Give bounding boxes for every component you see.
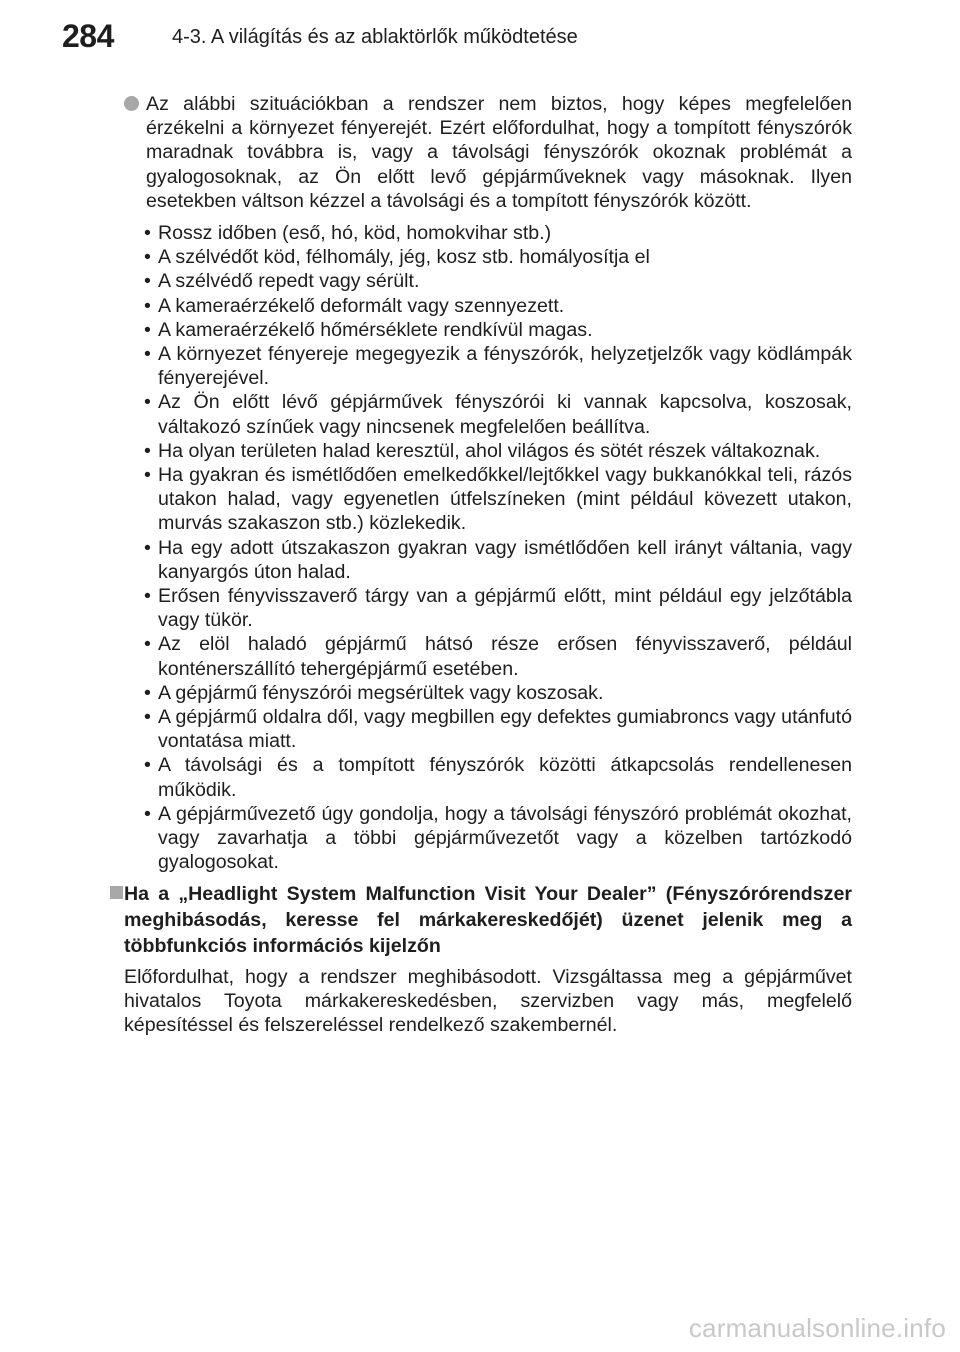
list-item [124, 802, 852, 875]
list-item-text: Az elöl haladó gépjármű hátsó része erősen fényvisszaverő, például konténerszállító tehergépjármű esetében. [158, 633, 852, 680]
list-item-text: A szélvédőt köd, félhomály, jég, kosz stb. homályosítja el [158, 246, 650, 269]
intro-paragraph [124, 92, 852, 213]
list-item [124, 681, 852, 705]
watermark: carmanualsonline.info [688, 1313, 946, 1343]
list-item [124, 584, 852, 632]
list-item [124, 705, 852, 753]
page-header [62, 12, 902, 62]
bullet-dot: • [144, 246, 151, 269]
circle-bullet-icon [124, 96, 139, 111]
list-item [124, 269, 852, 293]
list-item-text: Ha gyakran és ismétlődően emelkedőkkel/lejtőkkel vagy bukkanókkal teli, rázós utakon halad, vagy egyenetlen útfelszíneken (mint például kövezett utakon, murvás szakaszon stb.) közlekedik. [158, 464, 852, 535]
list-item-text: A távolsági és a tompított fényszórók közötti átkapcsolás rendellenesen működik. [158, 754, 852, 801]
bullet-dot: • [144, 270, 151, 293]
list-item-text: A gépjármű oldalra dől, vagy megbillen egy defektes gumiabroncs vagy utánfutó vontatása miatt. [158, 706, 852, 753]
intro-text: Az alábbi szituációkban a rendszer nem biztos, hogy képes megfelelően érzékelni a környezet fényerejét. Ezért előfordulhat, hogy a tompított fényszórók maradnak továbbra is, vagy a távolsági fényszórók okoznak problémát a gyalogosoknak, az Ön előtt levő gépjárműveknek vagy másoknak. Ilyen esetekben váltson kézzel a távolsági és a tompított fényszórók között. [146, 93, 852, 212]
page-content [124, 92, 852, 1057]
list-item-text: A gépjárművezető úgy gondolja, hogy a távolsági fényszóró problémát okozhat, vagy zavarhatja a többi gépjárművezetőt vagy a közelben tartózkodó gyalogosokat. [158, 802, 852, 874]
bullet-dot: • [144, 585, 151, 608]
list-item [124, 294, 852, 318]
condition-list [124, 221, 852, 874]
bullet-dot: • [144, 536, 151, 559]
section-heading [124, 881, 852, 959]
bullet-dot: • [144, 802, 151, 825]
list-item [124, 245, 852, 269]
list-item [124, 390, 852, 438]
bullet-dot: • [144, 706, 151, 729]
bullet-dot: • [144, 439, 151, 462]
list-item [124, 439, 852, 463]
list-item-text: A kameraérzékelő deformált vagy szennyezett. [158, 294, 565, 317]
bullet-dot: • [144, 464, 151, 487]
list-item [124, 632, 852, 680]
section-title: 4-3. A világítás és az ablaktörlők működtetése [172, 26, 578, 48]
list-item-text: Erősen fényvisszaverő tárgy van a gépjármű előtt, mint például egy jelzőtábla vagy tükör. [158, 585, 852, 632]
bullet-dot: • [144, 681, 151, 704]
bullet-dot: • [144, 391, 151, 414]
square-bullet-icon [110, 886, 123, 899]
list-item-text: A szélvédő repedt vagy sérült. [158, 270, 420, 293]
list-item-text: Az Ön előtt lévő gépjárművek fényszórói ki vannak kapcsolva, koszosak, váltakozó színűek vagy nincsenek megfelelően beállítva. [158, 391, 852, 438]
list-item [124, 342, 852, 390]
list-item-text: Rossz időben (eső, hó, köd, homokvihar stb.) [158, 222, 552, 245]
bullet-dot: • [144, 222, 151, 245]
bullet-dot: • [144, 633, 151, 656]
list-item [124, 318, 852, 342]
list-item [124, 753, 852, 801]
bullet-dot: • [144, 754, 151, 777]
page-number: 284 [62, 18, 114, 54]
list-item [124, 463, 852, 536]
list-item-text: A gépjármű fényszórói megsérültek vagy koszosak. [158, 681, 604, 704]
bullet-dot: • [144, 343, 151, 366]
list-item [124, 221, 852, 245]
bullet-dot: • [144, 318, 151, 341]
list-item-text: Ha egy adott útszakaszon gyakran vagy ismétlődően kell irányt váltania, vagy kanyargós úton halad. [158, 536, 852, 583]
list-item-text: A környezet fényereje megegyezik a fényszórók, helyzetjelzők vagy ködlámpák fényerejével. [158, 343, 852, 390]
list-item [124, 536, 852, 584]
closing-paragraph: Előfordulhat, hogy a rendszer meghibásodott. Vizsgáltassa meg a gépjárművet hivatalos Toyota márkakereskedésben, szervizben vagy más, megfelelő képesítéssel és felszereléssel rendelkező szakembernél. [124, 965, 852, 1036]
bullet-dot: • [144, 294, 151, 317]
list-item-text: Ha olyan területen halad keresztül, ahol világos és sötét részek váltakoznak. [158, 439, 821, 462]
list-item-text: A kameraérzékelő hőmérséklete rendkívül magas. [158, 318, 593, 341]
heading-text: Ha a „Headlight System Malfunction Visit Your Dealer” (Fényszórórendszer meghibásodás, keresse fel márkakereskedőjét) üzenet jelenik meg a többfunkciós információs kijelzőn [124, 882, 852, 957]
